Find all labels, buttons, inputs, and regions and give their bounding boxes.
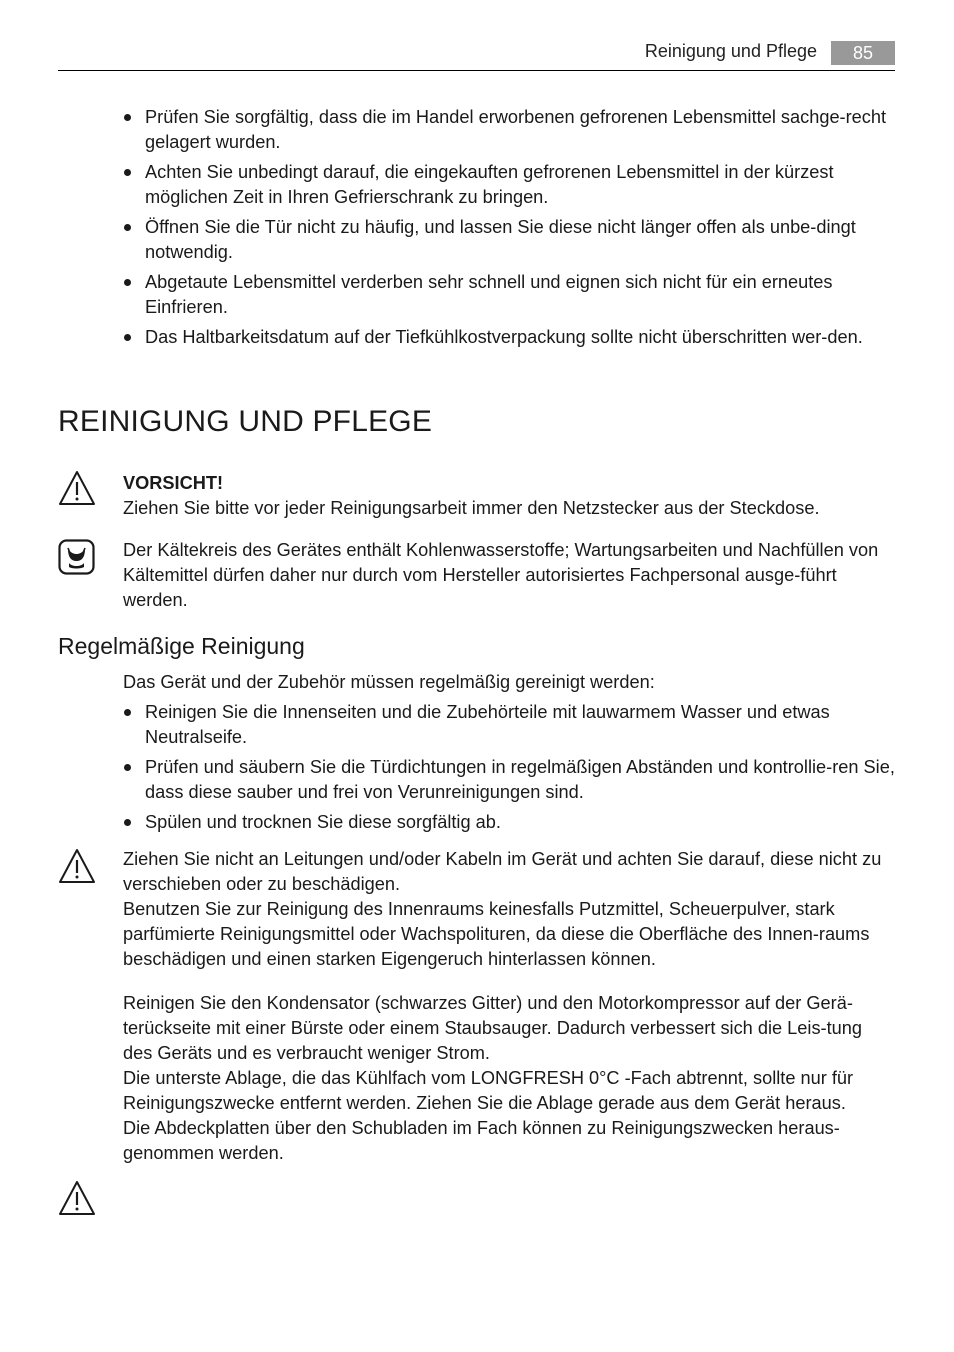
section-title: REINIGUNG UND PFLEGE [58, 405, 433, 438]
caution-label: VORSICHT! [123, 473, 224, 493]
list-item: Abgetaute Lebensmittel verderben sehr schnell und eignen sich nicht für ein erneutes Einfrieren. [123, 270, 895, 320]
warning-triangle-icon [58, 470, 96, 506]
condenser-paragraph: Reinigen Sie den Kondensator (schwarzes Gitter) und den Motorkompressor auf der Gerä-terückseite mit einer Bürste oder einem Staubsauger. Dadurch verbessert sich die Leis-tung des Geräts und es verbraucht weniger Strom. [123, 993, 862, 1063]
page-number: 85 [831, 41, 895, 65]
list-item: Prüfen Sie sorgfältig, dass die im Handel erworbenen gefrorenen Lebensmittel sachge-recht gelagert wurden. [123, 105, 895, 155]
list-item: Achten Sie unbedingt darauf, die eingekauften gefrorenen Lebensmittel in der kürzest möglichen Zeit in Ihren Gefrierschrank zu bringen. [123, 160, 895, 210]
environment-icon [58, 539, 95, 575]
warning-triangle-icon [58, 1180, 96, 1216]
list-item: Prüfen und säubern Sie die Türdichtungen in regelmäßigen Abständen und kontrollie-ren Sie, dass diese sauber und frei von Verunreinigungen sind. [123, 755, 895, 805]
warning-triangle-icon [58, 848, 96, 884]
shelf-paragraph: Die unterste Ablage, die das Kühlfach vom LONGFRESH 0°C -Fach abtrennt, sollte nur für Reinigungszwecke entfernt werden. Ziehen Sie die Ablage gerade aus dem Gerät heraus. [123, 1068, 854, 1113]
list-item: Das Haltbarkeitsdatum auf der Tiefkühlkostverpackung sollte nicht überschritten wer-den. [123, 325, 895, 350]
intro-bullets [123, 105, 895, 355]
environment-note: Der Kältekreis des Gerätes enthält Kohlenwasserstoffe; Wartungsarbeiten und Nachfüllen von Kältemittel dürfen daher nur durch vom Hersteller autorisiertes Fachpersonal ausge-führt werden. [123, 540, 879, 610]
list-item: Öffnen Sie die Tür nicht zu häufig, und lassen Sie diese nicht länger offen als unbe-dingt notwendig. [123, 215, 895, 265]
regular-cleaning [123, 670, 895, 840]
condenser-block [123, 991, 895, 1166]
header-rule [58, 70, 895, 71]
warning-paragraph: Benutzen Sie zur Reinigung des Innenraums keinesfalls Putzmittel, Scheuerpulver, stark parfümierte Reinigungsmittel oder Wachspolituren, da diese die Oberfläche des Innen-raums beschädigen und einen starken Eigengeruch hinterlassen können. [123, 899, 870, 969]
regular-intro: Das Gerät und der Zubehör müssen regelmäßig gereinigt werden: [123, 672, 655, 692]
caution-block [123, 471, 895, 521]
list-item: Spülen und trocknen Sie diese sorgfältig ab. [123, 810, 895, 835]
warning-block [123, 847, 895, 972]
running-header: Reinigung und Pflege [644, 41, 817, 61]
cover-paragraph: Die Abdeckplatten über den Schubladen im Fach können zu Reinigungszwecken heraus-genommen werden. [123, 1118, 840, 1163]
list-item: Reinigen Sie die Innenseiten und die Zubehörteile mit lauwarmem Wasser und etwas Neutralseife. [123, 700, 895, 750]
subsection-title: Regelmäßige Reinigung [58, 633, 305, 659]
caution-text: Ziehen Sie bitte vor jeder Reinigungsarbeit immer den Netzstecker aus der Steckdose. [123, 498, 820, 518]
warning-paragraph: Ziehen Sie nicht an Leitungen und/oder Kabeln im Gerät und achten Sie darauf, diese nicht zu verschieben oder zu beschädigen. [123, 849, 882, 894]
